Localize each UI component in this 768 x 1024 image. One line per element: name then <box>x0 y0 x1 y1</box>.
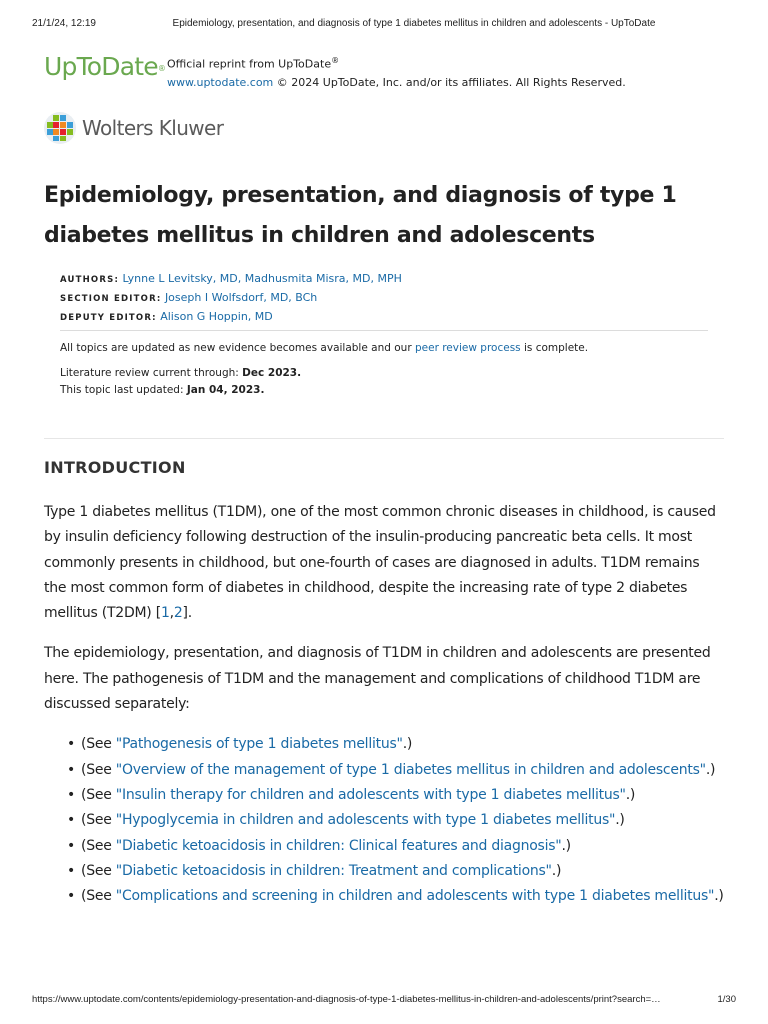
intro-paragraph-2: The epidemiology, presentation, and diagnosis of T1DM in children and adolescents are presented here. The pathogenesis of T1DM and the management and complications of childhood T1DM are discussed separately: <box>44 645 711 713</box>
copyright-text: © 2024 UpToDate, Inc. and/or its affiliates. All Rights Reserved. <box>273 75 626 89</box>
topic-link[interactable]: "Hypoglycemia in children and adolescents with type 1 diabetes mellitus" <box>115 812 616 829</box>
authors-link[interactable]: Lynne L Levitsky, MD, Madhusmita Misra, MD, MPH <box>122 272 402 285</box>
topic-link[interactable]: "Complications and screening in children and adolescents with type 1 diabetes mellitus" <box>115 888 715 905</box>
reference-link-2[interactable]: 2 <box>173 605 183 622</box>
update-notice: All topics are updated as new evidence becomes available and our peer review process is complete. <box>60 342 589 354</box>
reprint-notice: Official reprint from UpToDate® www.uptodate.com © 2024 UpToDate, Inc. and/or its affiliates. All Rights Reserved. <box>167 56 626 89</box>
brand-bar <box>44 52 744 92</box>
topic-link[interactable]: "Overview of the management of type 1 diabetes mellitus in children and adolescents" <box>115 761 706 778</box>
update-info <box>60 340 708 399</box>
topic-link[interactable]: "Diabetic ketoacidosis in children: Clinical features and diagnosis" <box>115 837 562 854</box>
last-updated-date: This topic last updated: Jan 04, 2023. <box>60 384 265 396</box>
literature-review-date: Literature review current through: Dec 2023. <box>60 367 302 379</box>
list-item: • (See "Hypoglycemia in children and adolescents with type 1 diabetes mellitus".) <box>44 808 724 833</box>
topic-link[interactable]: "Diabetic ketoacidosis in children: Treatment and complications" <box>115 862 552 879</box>
bullet-icon: • <box>67 736 76 753</box>
article-title: Epidemiology, presentation, and diagnosis of type 1 diabetes mellitus in children and adolescents <box>44 183 677 248</box>
section-editor-row: SECTION EDITOR: Joseph I Wolfsdorf, MD, BCh <box>60 291 318 304</box>
print-url: https://www.uptodate.com/contents/epidemiology-presentation-and-diagnosis-of-type-1-diabetes-mellitus-in-children-and-adolescents/print?search=… <box>32 994 661 1005</box>
publisher-logo <box>44 112 223 144</box>
print-timestamp: 21/1/24, 12:19 <box>32 18 96 29</box>
bullet-icon: • <box>67 888 76 905</box>
uptodate-logo[interactable]: UpToDate® <box>44 52 166 81</box>
list-item: • (See "Pathogenesis of type 1 diabetes mellitus".) <box>44 732 724 757</box>
bullet-icon: • <box>67 786 76 803</box>
list-item: • (See "Diabetic ketoacidosis in children: Clinical features and diagnosis".) <box>44 834 724 859</box>
topic-link[interactable]: "Insulin therapy for children and adolescents with type 1 diabetes mellitus" <box>115 786 626 803</box>
introduction-body <box>44 500 724 909</box>
intro-paragraph-1: Type 1 diabetes mellitus (T1DM), one of the most common chronic diseases in childhood, is caused by insulin deficiency following destruction of the insulin-producing pancreatic beta cells. It most commonly presents in childhood, but one-fourth of cases are diagnosed in adults. T1DM remains the most common form of diabetes in childhood, despite the increasing rate of type 2 diabetes mellitus (T2DM) [1,2]. <box>44 504 716 622</box>
authors-label: AUTHORS <box>60 275 115 285</box>
reprint-line: Official reprint from UpToDate <box>167 57 332 71</box>
page-number: 1/30 <box>717 994 736 1005</box>
list-item: • (See "Insulin therapy for children and adolescents with type 1 diabetes mellitus".) <box>44 783 724 808</box>
print-page-title: Epidemiology, presentation, and diagnosis of type 1 diabetes mellitus in children and adolescents - UpToDate <box>172 18 656 29</box>
print-footer <box>32 994 736 1008</box>
peer-review-link[interactable]: peer review process <box>414 342 521 354</box>
deputy-editor-link[interactable]: Alison G Hoppin, MD <box>160 310 273 323</box>
section-divider <box>44 438 724 439</box>
bullet-icon: • <box>67 862 76 879</box>
section-editor-label: SECTION EDITOR <box>60 294 157 304</box>
bullet-icon: • <box>67 761 76 778</box>
wolters-kluwer-icon <box>44 112 76 144</box>
section-heading-introduction: INTRODUCTION <box>44 458 186 477</box>
bullet-icon: • <box>67 812 76 829</box>
deputy-editor-row: DEPUTY EDITOR: Alison G Hoppin, MD <box>60 310 273 323</box>
authors-row: AUTHORS: Lynne L Levitsky, MD, Madhusmita Misra, MD, MPH <box>60 272 402 285</box>
section-editor-link[interactable]: Joseph I Wolfsdorf, MD, BCh <box>164 291 318 304</box>
reference-link-1[interactable]: 1 <box>160 605 170 622</box>
contributors <box>60 270 708 327</box>
list-item: • (See "Overview of the management of type 1 diabetes mellitus in children and adolescents".) <box>44 758 724 783</box>
list-item: • (See "Complications and screening in children and adolescents with type 1 diabetes mellitus".) <box>44 884 724 909</box>
print-header <box>32 18 736 32</box>
topic-link[interactable]: "Pathogenesis of type 1 diabetes mellitus" <box>115 736 403 753</box>
meta-divider <box>60 330 708 331</box>
see-also-list <box>44 732 724 909</box>
site-link[interactable]: www.uptodate.com <box>167 75 274 89</box>
publisher-name: Wolters Kluwer <box>82 116 224 140</box>
deputy-editor-label: DEPUTY EDITOR <box>60 313 153 323</box>
bullet-icon: • <box>67 837 76 854</box>
list-item: • (See "Diabetic ketoacidosis in children: Treatment and complications".) <box>44 859 724 884</box>
